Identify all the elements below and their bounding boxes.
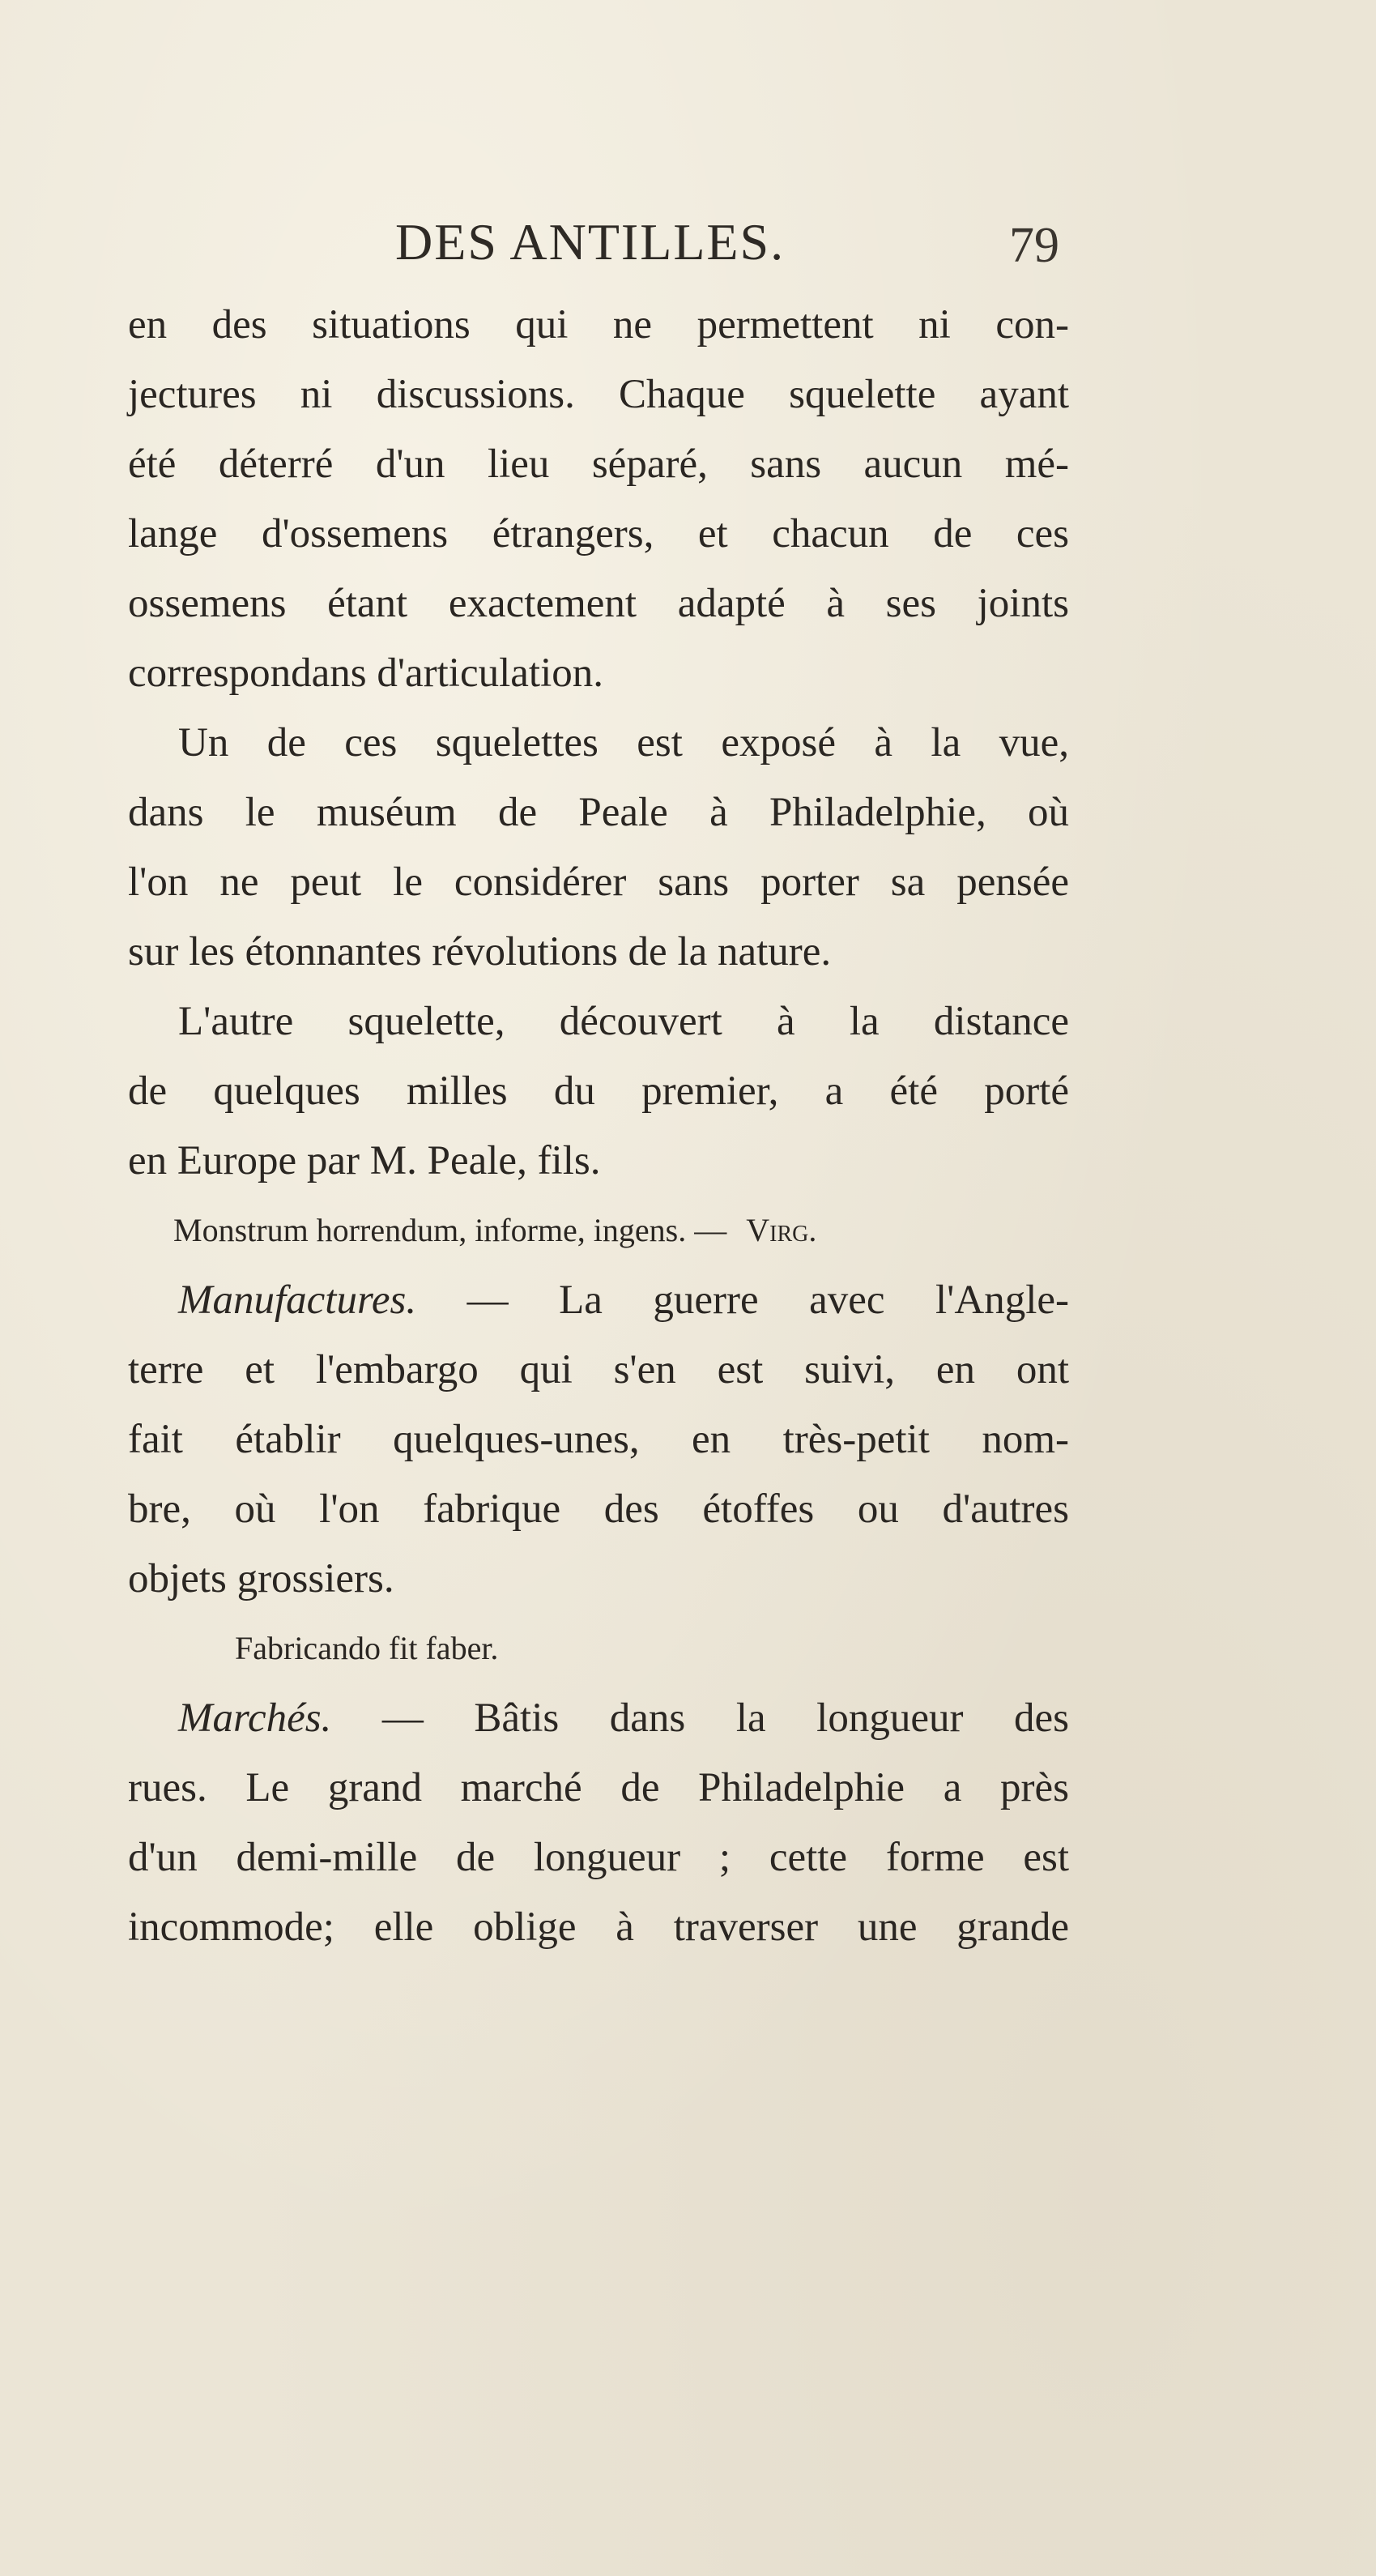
text-line: en des situations qui ne permettent ni con-: [128, 302, 1069, 348]
text-line: [128, 1265, 1069, 1335]
text-line: Un de ces squelettes est exposé à la vue,: [178, 720, 1069, 766]
quote-text: Monstrum horrendum, informe, ingens. —: [173, 1212, 727, 1248]
text-line: dans le muséum de Peale à Philadelphie, où: [128, 790, 1069, 835]
quote-text: Fabricando fit faber.: [235, 1630, 499, 1666]
text-line: été déterré d'un lieu séparé, sans aucun mé-: [128, 441, 1069, 487]
text-line: ossemens étant exactement adapté à ses joints: [128, 581, 1069, 626]
text-line: d'un demi-mille de longueur ; cette forme est: [128, 1835, 1069, 1880]
text-line: bre, où l'on fabrique des étoffes ou d'autres: [128, 1486, 1069, 1532]
text-line: en Europe par M. Peale, fils.: [128, 1138, 601, 1184]
latin-quote: [128, 1196, 1069, 1265]
text-line: [128, 1683, 1069, 1753]
text-line: de quelques milles du premier, a été porté: [128, 1068, 1069, 1114]
body-text: [128, 290, 1069, 1962]
text-line: objets grossiers.: [128, 1556, 394, 1601]
text-line: terre et l'embargo qui s'en est suivi, en ont: [128, 1347, 1069, 1392]
text-line: sur les étonnantes révolutions de la nature.: [128, 929, 832, 975]
text-line: rues. Le grand marché de Philadelphie a près: [128, 1765, 1069, 1810]
text-line: incommode; elle oblige à traverser une grande: [128, 1904, 1069, 1950]
text-line: correspondans d'articulation.: [128, 650, 603, 696]
section-heading-marches: Marchés.: [178, 1695, 332, 1741]
text-line: lange d'ossemens étrangers, et chacun de ces: [128, 511, 1069, 557]
text-run: — Bâtis dans la longueur des: [331, 1695, 1069, 1741]
text-run: — La guerre avec l'Angle-: [416, 1277, 1069, 1323]
text-line: L'autre squelette, découvert à la distance: [178, 999, 1069, 1044]
latin-quote: [128, 1614, 1069, 1683]
section-heading-manufactures: Manufactures.: [178, 1277, 417, 1323]
text-line: fait établir quelques-unes, en très-petit nom-: [128, 1417, 1069, 1462]
page-number: 79: [1009, 218, 1059, 273]
text-line: l'on ne peut le considérer sans porter sa pensée: [128, 859, 1069, 905]
running-title: DES ANTILLES.: [395, 213, 786, 271]
quote-author: Virg.: [746, 1212, 817, 1248]
page-header: [128, 212, 1067, 285]
text-line: jectures ni discussions. Chaque squelette ayant: [128, 372, 1069, 417]
